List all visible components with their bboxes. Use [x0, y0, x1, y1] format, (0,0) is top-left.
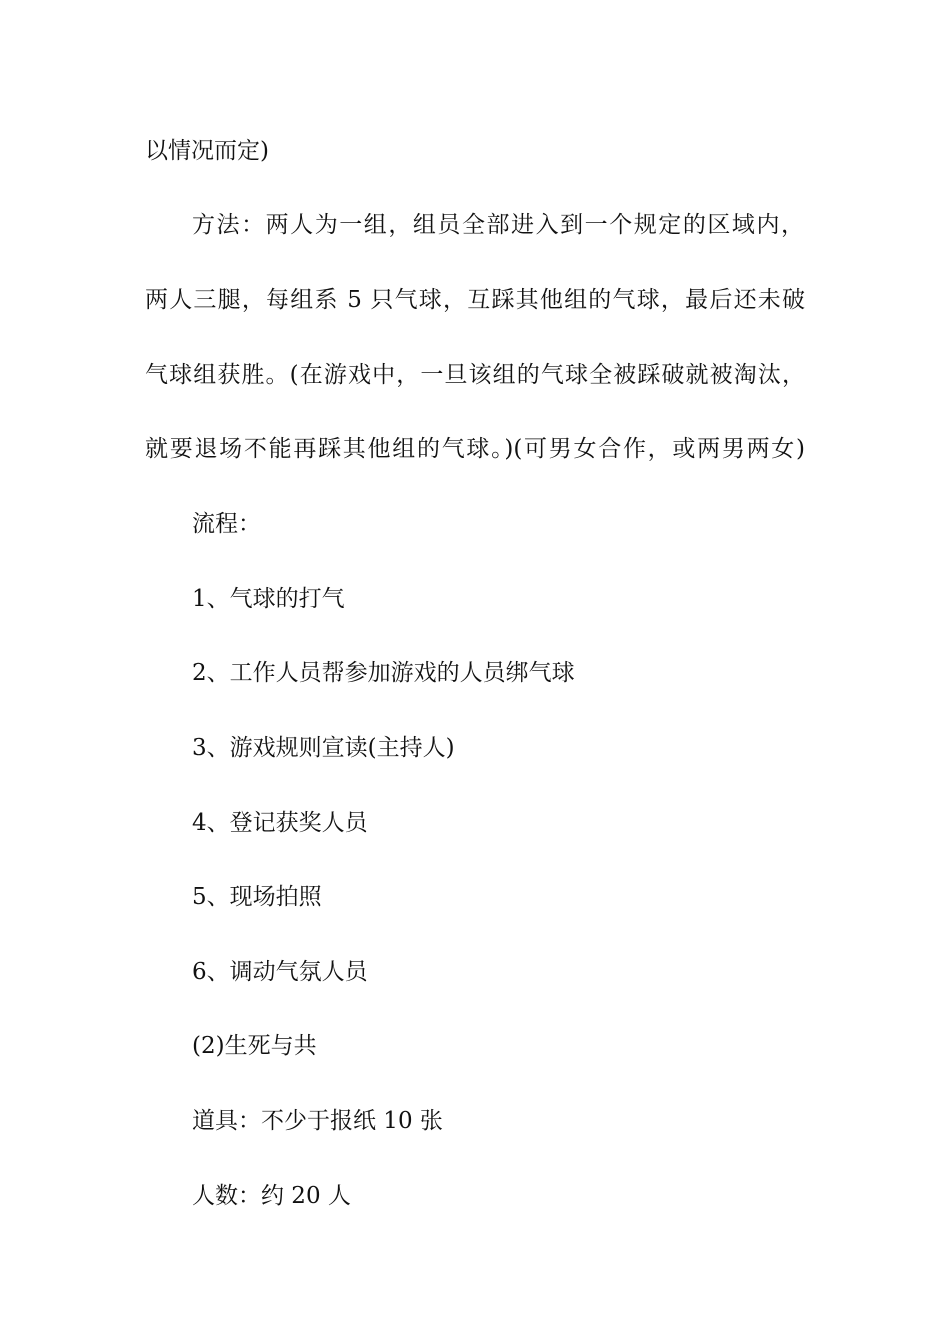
list-item-4: 4、登记获奖人员 — [192, 810, 368, 836]
list-item-3: 3、游戏规则宣读(主持人) — [192, 735, 455, 761]
list-item-6: 6、调动气氛人员 — [192, 959, 368, 985]
list-item-2: 2、工作人员帮参加游戏的人员绑气球 — [192, 660, 575, 686]
text-line-method: 方法：两人为一组，组员全部进入到一个规定的区域内， — [192, 212, 804, 238]
list-item-1: 1、气球的打气 — [192, 586, 345, 612]
text-line-method-4: 就要退场不能再踩其他组的气球。)(可男女合作，或两男两女) — [145, 436, 805, 462]
section-heading-2: (2)生死与共 — [192, 1033, 317, 1059]
text-line-process-heading: 流程： — [192, 511, 261, 537]
text-line-method-3: 气球组获胜。(在游戏中，一旦该组的气球全被踩破就被淘汰， — [145, 362, 805, 388]
list-item-5: 5、现场拍照 — [192, 884, 322, 910]
text-line-headcount: 人数：约 20 人 — [192, 1183, 351, 1209]
text-line-method-2: 两人三腿，每组系 5 只气球，互踩其他组的气球，最后还未破 — [145, 287, 805, 313]
text-line-props: 道具：不少于报纸 10 张 — [192, 1108, 443, 1134]
text-line-continuation: 以情况而定) — [145, 138, 269, 164]
